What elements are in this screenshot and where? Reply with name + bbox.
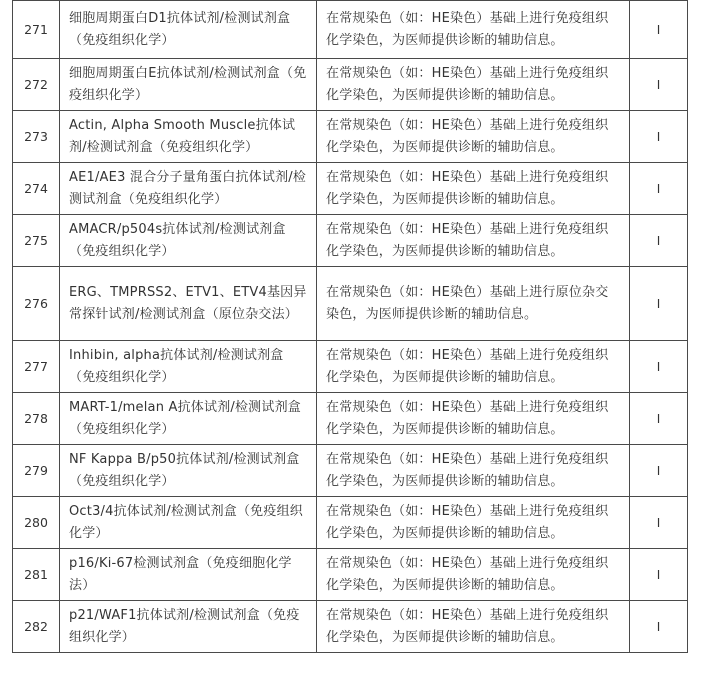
intended-use-cell: 在常规染色（如：HE染色）基础上进行免疫组织化学染色，为医师提供诊断的辅助信息。	[317, 393, 630, 445]
table-row	[13, 341, 688, 393]
serial-number-cell: 275	[13, 215, 60, 267]
product-name-cell: Actin, Alpha Smooth Muscle抗体试剂/检测试剂盒（免疫组织化学）	[60, 111, 317, 163]
management-class-cell: I	[630, 445, 688, 497]
table-row	[13, 111, 688, 163]
product-name-cell: p21/WAF1抗体试剂/检测试剂盒（免疫组织化学）	[60, 601, 317, 653]
serial-number-cell: 278	[13, 393, 60, 445]
table-row	[13, 59, 688, 111]
management-class-cell: I	[630, 59, 688, 111]
intended-use-cell: 在常规染色（如：HE染色）基础上进行免疫组织化学染色，为医师提供诊断的辅助信息。	[317, 601, 630, 653]
intended-use-cell: 在常规染色（如：HE染色）基础上进行免疫组织化学染色，为医师提供诊断的辅助信息。	[317, 341, 630, 393]
serial-number-cell: 272	[13, 59, 60, 111]
product-name-cell: Inhibin, alpha抗体试剂/检测试剂盒（免疫组织化学）	[60, 341, 317, 393]
intended-use-cell: 在常规染色（如：HE染色）基础上进行免疫组织化学染色，为医师提供诊断的辅助信息。	[317, 163, 630, 215]
table-row	[13, 215, 688, 267]
product-name-cell: ERG、TMPRSS2、ETV1、ETV4基因异常探针试剂/检测试剂盒（原位杂交法）	[60, 267, 317, 341]
management-class-cell: I	[630, 601, 688, 653]
serial-number-cell: 282	[13, 601, 60, 653]
serial-number-cell: 277	[13, 341, 60, 393]
management-class-cell: I	[630, 111, 688, 163]
table-row	[13, 267, 688, 341]
product-name-cell: NF Kappa B/p50抗体试剂/检测试剂盒（免疫组织化学）	[60, 445, 317, 497]
serial-number-cell: 276	[13, 267, 60, 341]
product-name-cell: MART-1/melan A抗体试剂/检测试剂盒（免疫组织化学）	[60, 393, 317, 445]
management-class-cell: I	[630, 497, 688, 549]
table-row	[13, 549, 688, 601]
management-class-cell: I	[630, 393, 688, 445]
management-class-cell: I	[630, 215, 688, 267]
intended-use-cell: 在常规染色（如：HE染色）基础上进行免疫组织化学染色，为医师提供诊断的辅助信息。	[317, 497, 630, 549]
table-row	[13, 445, 688, 497]
product-name-cell: 细胞周期蛋白D1抗体试剂/检测试剂盒（免疫组织化学）	[60, 1, 317, 59]
product-name-cell: AMACR/p504s抗体试剂/检测试剂盒（免疫组织化学）	[60, 215, 317, 267]
product-name-cell: AE1/AE3 混合分子量角蛋白抗体试剂/检测试剂盒（免疫组织化学）	[60, 163, 317, 215]
table-row	[13, 1, 688, 59]
intended-use-cell: 在常规染色（如：HE染色）基础上进行原位杂交染色，为医师提供诊断的辅助信息。	[317, 267, 630, 341]
serial-number-cell: 281	[13, 549, 60, 601]
intended-use-cell: 在常规染色（如：HE染色）基础上进行免疫组织化学染色，为医师提供诊断的辅助信息。	[317, 111, 630, 163]
intended-use-cell: 在常规染色（如：HE染色）基础上进行免疫组织化学染色，为医师提供诊断的辅助信息。	[317, 549, 630, 601]
serial-number-cell: 279	[13, 445, 60, 497]
intended-use-cell: 在常规染色（如：HE染色）基础上进行免疫组织化学染色，为医师提供诊断的辅助信息。	[317, 215, 630, 267]
intended-use-cell: 在常规染色（如：HE染色）基础上进行免疫组织化学染色，为医师提供诊断的辅助信息。	[317, 59, 630, 111]
management-class-cell: I	[630, 549, 688, 601]
table-row	[13, 393, 688, 445]
management-class-cell: I	[630, 1, 688, 59]
table-row	[13, 497, 688, 549]
management-class-cell: I	[630, 163, 688, 215]
table-body	[13, 1, 688, 653]
table-row	[13, 163, 688, 215]
serial-number-cell: 274	[13, 163, 60, 215]
serial-number-cell: 271	[13, 1, 60, 59]
reagent-catalog-table	[12, 0, 688, 653]
product-name-cell: p16/Ki-67检测试剂盒（免疫细胞化学法）	[60, 549, 317, 601]
serial-number-cell: 273	[13, 111, 60, 163]
product-name-cell: Oct3/4抗体试剂/检测试剂盒（免疫组织化学）	[60, 497, 317, 549]
intended-use-cell: 在常规染色（如：HE染色）基础上进行免疫组织化学染色，为医师提供诊断的辅助信息。	[317, 1, 630, 59]
table-row	[13, 601, 688, 653]
intended-use-cell: 在常规染色（如：HE染色）基础上进行免疫组织化学染色，为医师提供诊断的辅助信息。	[317, 445, 630, 497]
serial-number-cell: 280	[13, 497, 60, 549]
management-class-cell: I	[630, 267, 688, 341]
management-class-cell: I	[630, 341, 688, 393]
product-name-cell: 细胞周期蛋白E抗体试剂/检测试剂盒（免疫组织化学）	[60, 59, 317, 111]
